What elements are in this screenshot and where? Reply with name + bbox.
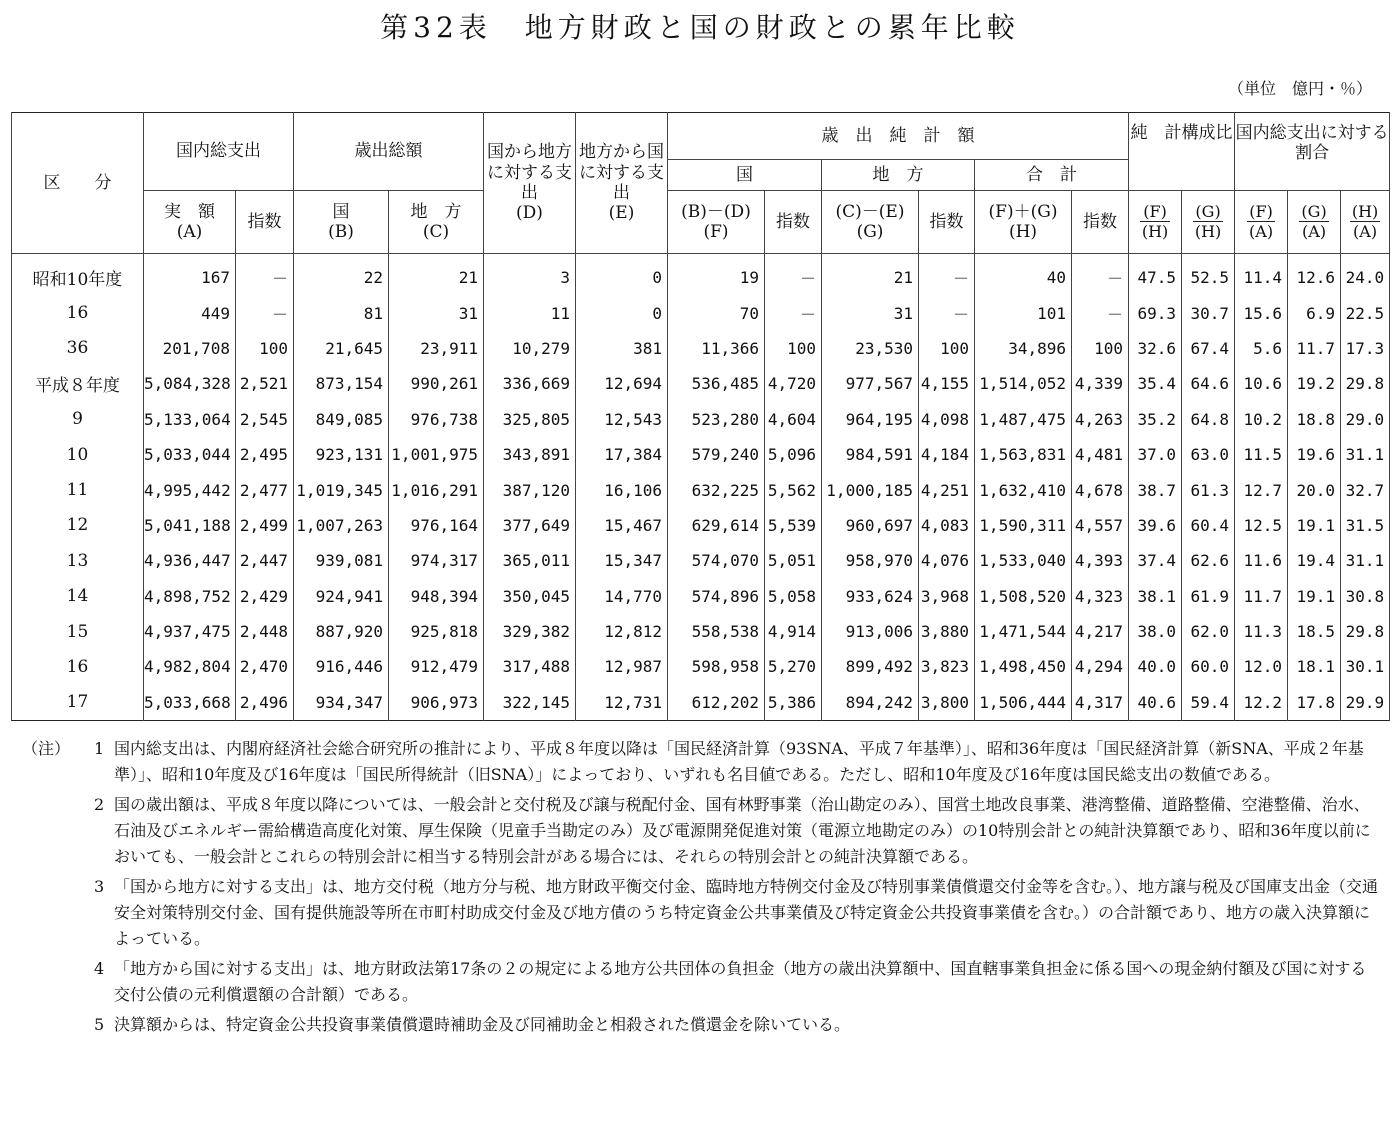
cell-g: 913,006 <box>822 614 919 649</box>
cell-c: 23,911 <box>389 331 484 366</box>
cell-ha: 30.1 <box>1341 649 1390 684</box>
note-number: 4 <box>94 959 105 978</box>
cell-h: 101 <box>975 295 1072 330</box>
cell-fh: 32.6 <box>1129 331 1182 366</box>
header-h-over-a: $\frac{(H)}{(A)}$ <box>1341 191 1390 254</box>
cell-a: 5,033,668 <box>144 685 236 721</box>
row-label: 17 <box>12 685 144 721</box>
cell-gh: 64.6 <box>1182 366 1235 401</box>
cell-hi: 100 <box>1072 331 1129 366</box>
header-exp-total: 歳出総額 <box>294 113 484 191</box>
cell-d: 10,279 <box>484 331 576 366</box>
table-body <box>12 254 1390 721</box>
table-row <box>12 331 1390 366</box>
cell-ai: 2,499 <box>236 508 294 543</box>
cell-fh: 47.5 <box>1129 254 1182 296</box>
cell-fi: 5,096 <box>765 437 822 472</box>
cell-ha: 31.1 <box>1341 437 1390 472</box>
cell-fh: 38.7 <box>1129 472 1182 507</box>
cell-c: 976,738 <box>389 402 484 437</box>
cell-ga: 11.7 <box>1288 331 1341 366</box>
cell-fi: － <box>765 254 822 296</box>
cell-ha: 29.8 <box>1341 614 1390 649</box>
note-text: 国内総支出は、内閣府経済社会総合研究所の推計により、平成８年度以降は「国民経済計算（93SNA、平成７年基準）」、昭和36年度は「国民経済計算（新SNA、平成２年基準）」、昭和10年度及び16年度は「国民所得統計（旧SNA）」によっており、いずれも名目値である。ただし、昭和10年度及び16年度は国民総支出の数値である。 <box>114 739 1364 784</box>
table-header <box>12 113 1390 254</box>
cell-ha: 24.0 <box>1341 254 1390 296</box>
cell-h: 1,632,410 <box>975 472 1072 507</box>
header-gdp-index: 指数 <box>236 191 294 254</box>
header-gdp-amount: 実 額 (A) <box>144 191 236 254</box>
row-label: 昭和10年度 <box>12 254 144 296</box>
cell-f: 523,280 <box>668 402 765 437</box>
cell-fi: 5,270 <box>765 649 822 684</box>
header-local-to-nat: 地方から国に対する支出 (E) <box>576 113 668 254</box>
cell-fi: 5,562 <box>765 472 822 507</box>
cell-a: 5,084,328 <box>144 366 236 401</box>
cell-ga: 20.0 <box>1288 472 1341 507</box>
cell-a: 4,936,447 <box>144 543 236 578</box>
cell-ha: 22.5 <box>1341 295 1390 330</box>
cell-gi: 4,251 <box>919 472 975 507</box>
cell-ga: 19.1 <box>1288 579 1341 614</box>
note-text: 国の歳出額は、平成８年度以降については、一般会計と交付税及び譲与税配付金、国有林野事業（治山勘定のみ）、国営土地改良事業、港湾整備、道路整備、空港整備、治水、石油及びエネルギー需給構造高度化対策、厚生保険（児童手当勘定のみ）及び電源開発促進対策（電源立地勘定のみ）の10特別会計との純計決算額であり、昭和36年度以前においても、一般会計とこれらの特別会計に相当する特別会計がある場合には、それらの特別会計との純計決算額である。 <box>114 795 1371 866</box>
cell-ai: 2,495 <box>236 437 294 472</box>
cell-hi: － <box>1072 295 1129 330</box>
cell-e: 12,694 <box>576 366 668 401</box>
cell-ai: 2,496 <box>236 685 294 721</box>
cell-fa: 11.6 <box>1235 543 1288 578</box>
cell-f: 598,958 <box>668 649 765 684</box>
cell-gh: 60.0 <box>1182 649 1235 684</box>
cell-d: 329,382 <box>484 614 576 649</box>
cell-hi: 4,317 <box>1072 685 1129 721</box>
header-net-local-index: 指数 <box>919 191 975 254</box>
note-number: 3 <box>94 877 105 896</box>
cell-fi: 5,058 <box>765 579 822 614</box>
cell-ga: 18.1 <box>1288 649 1341 684</box>
cell-h: 34,896 <box>975 331 1072 366</box>
cell-g: 960,697 <box>822 508 919 543</box>
cell-c: 925,818 <box>389 614 484 649</box>
cell-a: 201,708 <box>144 331 236 366</box>
row-label: 13 <box>12 543 144 578</box>
note-number: 2 <box>94 795 105 814</box>
cell-a: 4,937,475 <box>144 614 236 649</box>
cell-ha: 29.8 <box>1341 366 1390 401</box>
cell-g: 23,530 <box>822 331 919 366</box>
cell-f: 558,538 <box>668 614 765 649</box>
cell-h: 40 <box>975 254 1072 296</box>
cell-g: 899,492 <box>822 649 919 684</box>
table-row <box>12 472 1390 507</box>
cell-fi: 100 <box>765 331 822 366</box>
header-net-local: 地 方 <box>822 160 975 191</box>
table-row <box>12 649 1390 684</box>
cell-fi: － <box>765 295 822 330</box>
row-label: 12 <box>12 508 144 543</box>
cell-a: 4,982,804 <box>144 649 236 684</box>
cell-fa: 12.7 <box>1235 472 1288 507</box>
cell-a: 5,033,044 <box>144 437 236 472</box>
cell-gh: 59.4 <box>1182 685 1235 721</box>
cell-b: 934,347 <box>294 685 389 721</box>
cell-e: 12,731 <box>576 685 668 721</box>
cell-f: 574,070 <box>668 543 765 578</box>
cell-hi: 4,393 <box>1072 543 1129 578</box>
table-row <box>12 614 1390 649</box>
cell-ha: 17.3 <box>1341 331 1390 366</box>
cell-e: 17,384 <box>576 437 668 472</box>
cell-ga: 19.6 <box>1288 437 1341 472</box>
cell-fa: 11.3 <box>1235 614 1288 649</box>
cell-gi: 3,968 <box>919 579 975 614</box>
cell-f: 629,614 <box>668 508 765 543</box>
cell-hi: 4,217 <box>1072 614 1129 649</box>
cell-ai: 2,477 <box>236 472 294 507</box>
cell-f: 11,366 <box>668 331 765 366</box>
cell-d: 365,011 <box>484 543 576 578</box>
cell-hi: 4,557 <box>1072 508 1129 543</box>
header-net-total-formula: (F)＋(G) (H) <box>975 191 1072 254</box>
cell-gh: 52.5 <box>1182 254 1235 296</box>
cell-gh: 62.6 <box>1182 543 1235 578</box>
unit-label: （単位 億円・％） <box>1227 79 1372 98</box>
cell-gh: 30.7 <box>1182 295 1235 330</box>
cell-ai: 2,429 <box>236 579 294 614</box>
cell-gh: 67.4 <box>1182 331 1235 366</box>
cell-gh: 63.0 <box>1182 437 1235 472</box>
cell-h: 1,590,311 <box>975 508 1072 543</box>
cell-fi: 5,539 <box>765 508 822 543</box>
header-gdp: 国内総支出 <box>144 113 294 191</box>
cell-gi: 3,823 <box>919 649 975 684</box>
cell-fa: 15.6 <box>1235 295 1288 330</box>
header-gdp-ratio: 国内総支出に対する割合 <box>1235 113 1390 191</box>
cell-g: 31 <box>822 295 919 330</box>
cell-g: 964,195 <box>822 402 919 437</box>
cell-gi: － <box>919 295 975 330</box>
note-item <box>22 874 1382 952</box>
cell-fh: 40.6 <box>1129 685 1182 721</box>
cell-g: 933,624 <box>822 579 919 614</box>
cell-e: 15,347 <box>576 543 668 578</box>
cell-g: 1,000,185 <box>822 472 919 507</box>
cell-d: 377,649 <box>484 508 576 543</box>
cell-f: 579,240 <box>668 437 765 472</box>
cell-ga: 19.1 <box>1288 508 1341 543</box>
row-label: 16 <box>12 649 144 684</box>
cell-g: 958,970 <box>822 543 919 578</box>
cell-fa: 12.5 <box>1235 508 1288 543</box>
cell-ha: 31.5 <box>1341 508 1390 543</box>
cell-gi: 3,880 <box>919 614 975 649</box>
cell-a: 449 <box>144 295 236 330</box>
cell-fa: 10.2 <box>1235 402 1288 437</box>
cell-b: 873,154 <box>294 366 389 401</box>
cell-fa: 12.2 <box>1235 685 1288 721</box>
cell-b: 1,007,263 <box>294 508 389 543</box>
cell-gh: 64.8 <box>1182 402 1235 437</box>
cell-d: 387,120 <box>484 472 576 507</box>
cell-h: 1,533,040 <box>975 543 1072 578</box>
cell-d: 322,145 <box>484 685 576 721</box>
cell-b: 1,019,345 <box>294 472 389 507</box>
table-row <box>12 295 1390 330</box>
cell-c: 31 <box>389 295 484 330</box>
cell-gi: － <box>919 254 975 296</box>
cell-e: 15,467 <box>576 508 668 543</box>
cell-hi: 4,678 <box>1072 472 1129 507</box>
cell-fi: 5,386 <box>765 685 822 721</box>
cell-gi: 4,076 <box>919 543 975 578</box>
cell-fa: 5.6 <box>1235 331 1288 366</box>
cell-fa: 11.4 <box>1235 254 1288 296</box>
note-number: 1 <box>94 739 105 758</box>
cell-a: 5,133,064 <box>144 402 236 437</box>
cell-f: 70 <box>668 295 765 330</box>
cell-c: 1,016,291 <box>389 472 484 507</box>
cell-h: 1,506,444 <box>975 685 1072 721</box>
cell-b: 21,645 <box>294 331 389 366</box>
table-row <box>12 579 1390 614</box>
cell-gh: 61.9 <box>1182 579 1235 614</box>
cell-hi: － <box>1072 254 1129 296</box>
cell-hi: 4,339 <box>1072 366 1129 401</box>
cell-d: 343,891 <box>484 437 576 472</box>
notes-head: （注） <box>22 739 71 758</box>
note-item <box>22 736 1382 788</box>
cell-h: 1,498,450 <box>975 649 1072 684</box>
cell-b: 916,446 <box>294 649 389 684</box>
note-item <box>22 1012 1382 1038</box>
cell-d: 11 <box>484 295 576 330</box>
header-f-over-a: $\frac{(F)}{(A)}$ <box>1235 191 1288 254</box>
cell-gi: 4,098 <box>919 402 975 437</box>
cell-h: 1,563,831 <box>975 437 1072 472</box>
cell-hi: 4,263 <box>1072 402 1129 437</box>
cell-c: 1,001,975 <box>389 437 484 472</box>
cell-h: 1,487,475 <box>975 402 1072 437</box>
cell-d: 317,488 <box>484 649 576 684</box>
cell-b: 924,941 <box>294 579 389 614</box>
cell-d: 325,805 <box>484 402 576 437</box>
note-text: 決算額からは、特定資金公共投資事業債償還時補助金及び同補助金と相殺された償還金を除いている。 <box>114 1015 851 1034</box>
header-net-exp: 歳 出 純 計 額 <box>668 113 1129 160</box>
cell-hi: 4,323 <box>1072 579 1129 614</box>
header-local: 地 方 (C) <box>389 191 484 254</box>
cell-f: 632,225 <box>668 472 765 507</box>
cell-c: 906,973 <box>389 685 484 721</box>
cell-f: 574,896 <box>668 579 765 614</box>
cell-g: 977,567 <box>822 366 919 401</box>
cell-b: 81 <box>294 295 389 330</box>
cell-c: 948,394 <box>389 579 484 614</box>
header-net-national-formula: (B)－(D) (F) <box>668 191 765 254</box>
cell-hi: 4,481 <box>1072 437 1129 472</box>
notes <box>22 736 1382 1042</box>
cell-gi: 4,184 <box>919 437 975 472</box>
cell-ha: 29.0 <box>1341 402 1390 437</box>
table-row <box>12 437 1390 472</box>
note-text: 「地方から国に対する支出」は、地方財政法第17条の２の規定による地方公共団体の負担金（地方の歳出決算額中、国直轄事業負担金に係る国への現金納付額及び国に対する交付公債の元利償還額の合計額）である。 <box>114 959 1367 1004</box>
cell-h: 1,514,052 <box>975 366 1072 401</box>
cell-gh: 62.0 <box>1182 614 1235 649</box>
cell-ai: － <box>236 295 294 330</box>
cell-a: 167 <box>144 254 236 296</box>
cell-g: 21 <box>822 254 919 296</box>
cell-ga: 19.4 <box>1288 543 1341 578</box>
cell-fh: 69.3 <box>1129 295 1182 330</box>
cell-gh: 60.4 <box>1182 508 1235 543</box>
note-text: 「国から地方に対する支出」は、地方交付税（地方分与税、地方財政平衡交付金、臨時地方特例交付金及び特別事業債償還交付金等を含む。）、地方譲与税及び国庫支出金（交通安全対策特別交付金、国有提供施設等所在市町村助成交付金及び地方債のうち特定資金公共事業債及び特定資金公共投資事業債を含む。）の合計額であり、地方の歳入決算額によっている。 <box>114 877 1379 948</box>
cell-ga: 18.8 <box>1288 402 1341 437</box>
cell-d: 336,669 <box>484 366 576 401</box>
cell-gi: 3,800 <box>919 685 975 721</box>
cell-b: 887,920 <box>294 614 389 649</box>
cell-fh: 37.4 <box>1129 543 1182 578</box>
cell-b: 939,081 <box>294 543 389 578</box>
cell-a: 4,995,442 <box>144 472 236 507</box>
cell-d: 350,045 <box>484 579 576 614</box>
cell-g: 894,242 <box>822 685 919 721</box>
cell-fa: 11.7 <box>1235 579 1288 614</box>
header-net-local-formula: (C)－(E) (G) <box>822 191 919 254</box>
cell-e: 16,106 <box>576 472 668 507</box>
cell-fa: 11.5 <box>1235 437 1288 472</box>
row-label: 9 <box>12 402 144 437</box>
note-item <box>22 792 1382 870</box>
header-g-over-a: $\frac{(G)}{(A)}$ <box>1288 191 1341 254</box>
cell-f: 19 <box>668 254 765 296</box>
cell-gh: 61.3 <box>1182 472 1235 507</box>
header-national: 国 (B) <box>294 191 389 254</box>
cell-ai: 2,545 <box>236 402 294 437</box>
cell-fh: 38.0 <box>1129 614 1182 649</box>
row-label: 36 <box>12 331 144 366</box>
notes-list <box>22 736 1382 1038</box>
row-label: 平成８年度 <box>12 366 144 401</box>
cell-gi: 100 <box>919 331 975 366</box>
cell-b: 849,085 <box>294 402 389 437</box>
cell-c: 21 <box>389 254 484 296</box>
cell-gi: 4,083 <box>919 508 975 543</box>
row-label: 10 <box>12 437 144 472</box>
cell-fa: 12.0 <box>1235 649 1288 684</box>
note-item <box>22 956 1382 1008</box>
cell-e: 0 <box>576 254 668 296</box>
header-net-total: 合 計 <box>975 160 1129 191</box>
cell-fh: 39.6 <box>1129 508 1182 543</box>
cell-f: 612,202 <box>668 685 765 721</box>
cell-e: 381 <box>576 331 668 366</box>
cell-h: 1,508,520 <box>975 579 1072 614</box>
header-net-total-index: 指数 <box>1072 191 1129 254</box>
cell-fh: 35.4 <box>1129 366 1182 401</box>
comparison-table <box>11 112 1390 721</box>
header-f-over-h: $\frac{(F)}{(H)}$ <box>1129 191 1182 254</box>
cell-c: 990,261 <box>389 366 484 401</box>
cell-ai: 2,447 <box>236 543 294 578</box>
cell-fi: 4,914 <box>765 614 822 649</box>
header-net-national: 国 <box>668 160 822 191</box>
cell-fh: 38.1 <box>1129 579 1182 614</box>
cell-ha: 32.7 <box>1341 472 1390 507</box>
cell-c: 912,479 <box>389 649 484 684</box>
cell-ha: 31.1 <box>1341 543 1390 578</box>
table-row <box>12 366 1390 401</box>
cell-fi: 4,604 <box>765 402 822 437</box>
row-label: 15 <box>12 614 144 649</box>
cell-fh: 37.0 <box>1129 437 1182 472</box>
cell-ai: － <box>236 254 294 296</box>
cell-fa: 10.6 <box>1235 366 1288 401</box>
page-title: 第32表 地方財政と国の財政との累年比較 <box>380 11 1020 44</box>
cell-ha: 29.9 <box>1341 685 1390 721</box>
cell-d: 3 <box>484 254 576 296</box>
table-row <box>12 685 1390 721</box>
cell-e: 12,543 <box>576 402 668 437</box>
cell-e: 12,987 <box>576 649 668 684</box>
row-label: 16 <box>12 295 144 330</box>
cell-b: 22 <box>294 254 389 296</box>
cell-ai: 100 <box>236 331 294 366</box>
cell-ga: 6.9 <box>1288 295 1341 330</box>
cell-e: 14,770 <box>576 579 668 614</box>
header-nat-to-local: 国から地方に対する支出 (D) <box>484 113 576 254</box>
cell-ai: 2,470 <box>236 649 294 684</box>
cell-e: 0 <box>576 295 668 330</box>
cell-ga: 17.8 <box>1288 685 1341 721</box>
note-number: 5 <box>94 1015 105 1034</box>
cell-c: 974,317 <box>389 543 484 578</box>
cell-ha: 30.8 <box>1341 579 1390 614</box>
header-g-over-h: $\frac{(G)}{(H)}$ <box>1182 191 1235 254</box>
header-net-national-index: 指数 <box>765 191 822 254</box>
cell-ai: 2,521 <box>236 366 294 401</box>
row-label: 14 <box>12 579 144 614</box>
table-row <box>12 543 1390 578</box>
cell-ai: 2,448 <box>236 614 294 649</box>
cell-fh: 40.0 <box>1129 649 1182 684</box>
cell-a: 5,041,188 <box>144 508 236 543</box>
cell-fi: 4,720 <box>765 366 822 401</box>
header-kubun: 区 分 <box>12 113 144 254</box>
cell-f: 536,485 <box>668 366 765 401</box>
cell-hi: 4,294 <box>1072 649 1129 684</box>
table-row <box>12 402 1390 437</box>
cell-b: 923,131 <box>294 437 389 472</box>
cell-g: 984,591 <box>822 437 919 472</box>
cell-gi: 4,155 <box>919 366 975 401</box>
cell-fi: 5,051 <box>765 543 822 578</box>
cell-ga: 18.5 <box>1288 614 1341 649</box>
cell-e: 12,812 <box>576 614 668 649</box>
cell-ga: 12.6 <box>1288 254 1341 296</box>
row-label: 11 <box>12 472 144 507</box>
cell-fh: 35.2 <box>1129 402 1182 437</box>
table-row <box>12 508 1390 543</box>
cell-c: 976,164 <box>389 508 484 543</box>
cell-h: 1,471,544 <box>975 614 1072 649</box>
cell-a: 4,898,752 <box>144 579 236 614</box>
header-ratio: 純 計構成比 <box>1129 113 1235 191</box>
cell-ga: 19.2 <box>1288 366 1341 401</box>
table-row <box>12 254 1390 296</box>
